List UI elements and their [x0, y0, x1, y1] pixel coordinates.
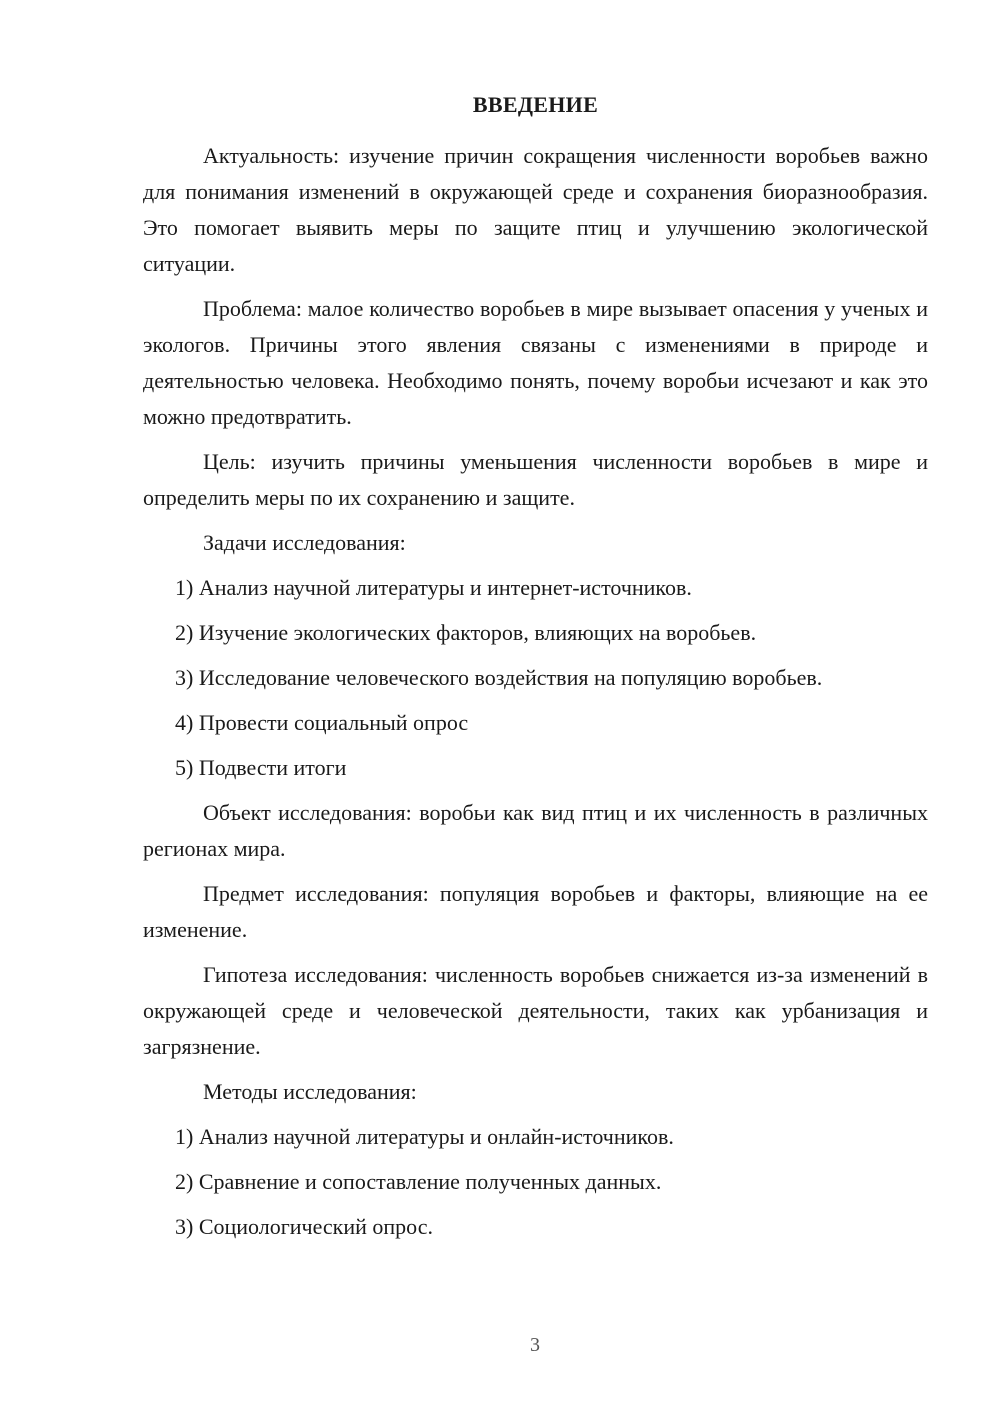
method-item: 2) Сравнение и сопоставление полученных данных.: [175, 1169, 662, 1194]
task-item: 1) Анализ научной литературы и интернет-источников.: [175, 575, 692, 600]
method-item: 1) Анализ научной литературы и онлайн-источников.: [175, 1124, 674, 1149]
task-item: 3) Исследование человеческого воздействия на популяцию воробьев.: [175, 665, 823, 690]
task-item: 5) Подвести итоги: [175, 755, 347, 780]
relevance-paragraph: Актуальность: изучение причин сокращения численности воробьев важно для понимания изменений в окружающей среде и сохранения биоразнообразия. Это помогает выявить меры по защите птиц и улучшению экологической ситуации.: [143, 143, 928, 276]
object-paragraph: Объект исследования: воробьи как вид птиц и их численность в различных регионах мира.: [143, 800, 928, 861]
goal-paragraph: Цель: изучить причины уменьшения численности воробьев в мире и определить меры по их сохранению и защите.: [143, 449, 928, 510]
problem-paragraph: Проблема: малое количество воробьев в мире вызывает опасения у ученых и экологов. Причины этого явления связаны с изменениями в природе и деятельностью человека. Необходимо понять, почему воробьи исчезают и как это можно предотвратить.: [143, 296, 928, 429]
page-number: 3: [530, 1334, 540, 1356]
methods-list: [143, 1119, 928, 1245]
document-page: [143, 92, 928, 1254]
document-title: ВВЕДЕНИЕ: [472, 92, 599, 117]
task-item: 2) Изучение экологических факторов, влияющих на воробьев.: [175, 620, 757, 645]
subject-paragraph: Предмет исследования: популяция воробьев и факторы, влияющие на ее изменение.: [143, 881, 928, 942]
task-item: 4) Провести социальный опрос: [175, 710, 469, 735]
tasks-list: [143, 570, 928, 786]
method-item: 3) Социологический опрос.: [175, 1214, 433, 1239]
methods-heading: Методы исследования:: [203, 1079, 417, 1104]
tasks-heading: Задачи исследования:: [203, 530, 406, 555]
hypothesis-paragraph: Гипотеза исследования: численность воробьев снижается из-за изменений в окружающей среде и человеческой деятельности, таких как урбанизация и загрязнение.: [143, 962, 928, 1059]
